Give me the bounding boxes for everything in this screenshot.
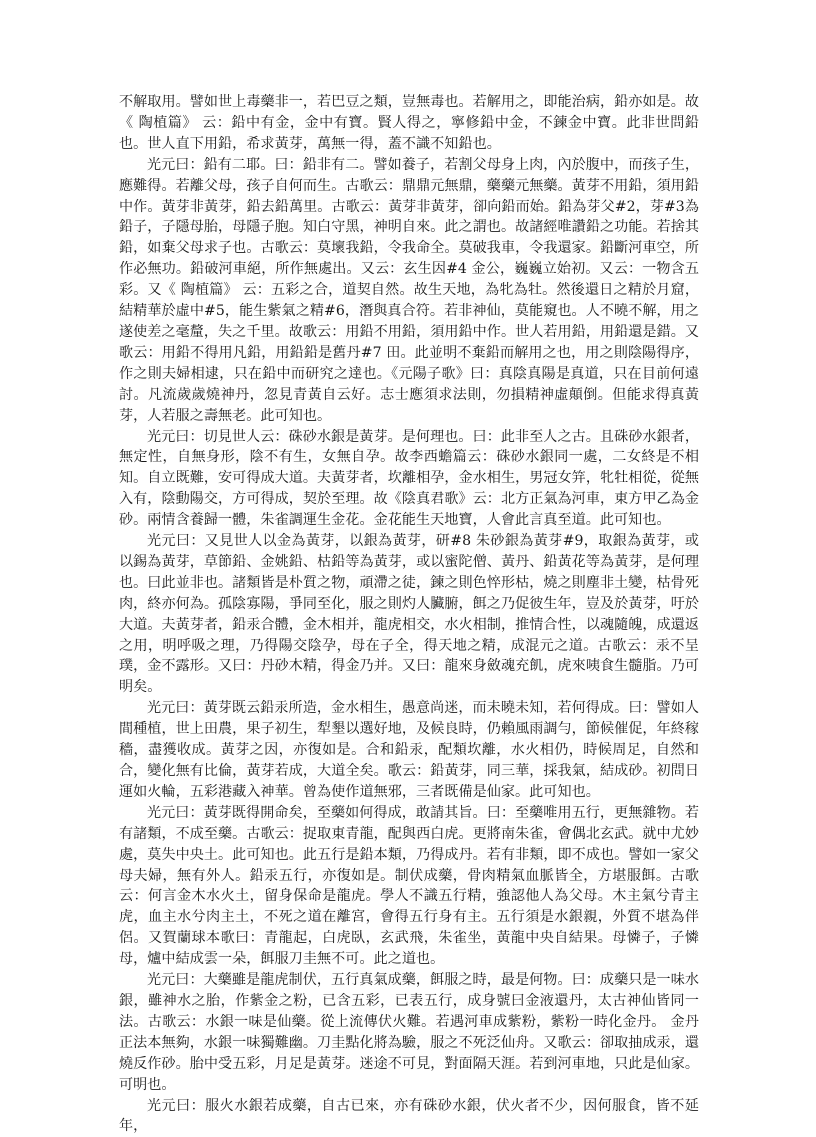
document-page bbox=[119, 92, 699, 1137]
paragraph-7: 光元曰：大藥雖是龍虎制伏，五行真氣成藥，餌服之時，最是何物。曰：成藥只是一味水銀，雖神水之胎，作紫金之粉，已含五彩，已表五行，成身號曰金液還丹，太古神仙皆同一法。古歌云：水銀一味是仙藥。從上流傳伏火難。若遇河車成紫粉，紫粉一時化金丹。 金丹正法本無夠，水銀一味獨難幽。刀圭點化將為驗，服之不死泛仙舟。又歌云：卻取抽成汞，還燒反作砂。胎中受五彩，月足是黃芽。迷途不可見，對面隔天涯。若到河車地，只此是仙家。可明也。 bbox=[119, 970, 699, 1095]
paragraph-4: 光元曰：又見世人以金為黃芽，以銀為黃芽，研#8 朱砂銀為黃芽#9，取銀為黃芽，或以錫為黃芽，草節鉛、金姚鉛、枯鉛等為黃芽，或以蜜陀僧、黃丹、鉛黃花等為黃芽，是何理也。曰此並非也。諸類皆是朴質之物，頑滯之徒，鍊之則色悴形枯，燒之則塵非土變，枯骨死肉，終亦何為。孤陰寡陽，爭同至化，服之則灼人臟腑，餌之乃促彼生年，豈及於黃芽，吁於大道。夫黃芽者，鉛汞合體，金木相并，龍虎相交，水火相制，推情合性，以魂隨魄，成還返之用，明呼吸之理，乃得陽交陰孕，母在子全，得天地之精，成混元之道。古歌云：汞不呈璞，金不露形。又曰：丹砂木精，得金乃并。又曰：龍來身斂魂充飢，虎來咦食生髓脂。乃可明矣。 bbox=[119, 531, 699, 698]
paragraph-3: 光元曰：切見世人云：硃砂水銀是黃芽。是何理也。曰：此非至人之古。且硃砂水銀者，無定性，自無身形，陰不有生，女無自孕。故李西蟾篇云：硃砂水銀同一處，二女終是不相知。自立既難，安可得成大道。夫黃芽者，坎離相孕，金水相生，男冠女笄，牝牡相從，從無入有，陰動陽交，方可得成，契於至理。故《陰真君歌》云：北方正氣為河車，東方甲乙為金砂。兩情含養歸一體，朱雀調運生金花。金花能生天地寶，人會此言真至道。此可知也。 bbox=[119, 427, 699, 532]
paragraph-1: 不解取用。譬如世上毒藥非一，若巴豆之類，豈無毒也。若解用之，即能治病，鉛亦如是。故《 陶植篇》 云：鉛中有金，金中有寶。賢人得之，寧修鉛中金，不鍊金中寶。此非世問鉛也。世人直下用鉛，希求黃芽，萬無一得，蓋不識不知鉛也。 bbox=[119, 92, 699, 155]
paragraph-8: 光元曰：服火水銀若成藥，自古已來，亦有硃砂水銀，伏火者不少，因何服食，皆不延年， bbox=[119, 1096, 699, 1137]
paragraph-2: 光元曰：鉛有二耶。曰：鉛非有二。譬如養子，若割父母身上肉，內於腹中，而孩子生，應難得。若離父母，孩子自何而生。古歌云：鼎鼎元無鼎，藥藥元無藥。黃芽不用鉛，須用鉛中作。黃芽非黃芽，鉛去鉛萬里。古歌云：黃芽非黃芽，卻向鉛而始。鉛為芽父#2，芽#3為鉛子，子隱母胎，母隱子胞。知白守黑，神明自來。此之謂也。故諸經唯讚鉛之功能。若捨其鉛，如棄父母求子也。古歌云：莫壞我鉛，令我命全。莫破我車，令我還家。鉛斷河車空，所作必無功。鉛破河車絕，所作無處出。又云：玄生因#4 金公，巍巍立始初。又云：一物含五彩。又《 陶植篇》 云：五彩之合，道契自然。故生天地，為牝為牡。然後還日之精於月窟，結精華於虛中#5，能生紫氣之精#6，潛與真合符。若非神仙，莫能窺也。人不曉不解，用之遂使差之毫釐，失之千里。故歌云：用鉛不用鉛，須用鉛中作。世人若用鉛，用鉛還是錯。又歌云：用鉛不得用凡鉛，用鉛鉛是舊丹#7 田。此並明不棄鉛而解用之也，用之則陰陽得序，作之則夫婦相逮，只在鉛中而研究之達也。《元陽子歌》曰：真陰真陽是真道，只在目前何遠討。凡流歲歲燒神丹，忽見青黃自云好。志士應須求法則，勿損精神虛顛倒。但能求得真黃芽，人若服之壽無老。此可知也。 bbox=[119, 155, 699, 427]
paragraph-5: 光元曰：黃芽既云鉛汞所造，金水相生，愚意尚迷，而未曉未知，若何得成。曰：譬如人間種植，世上田農，果子初生，犁墾以選好地，及候良時，仍賴風雨調勻，節候催促，年終稼穡，盡獲收成。黃芽之因，亦復如是。合和鉛汞，配類坎離，水火相仍，時候周足，自然和合，變化無有比倫，黃芽若成，大道全矣。歌云：鉛黃芽，同三華，採我氣，結成砂。初問日運如火輪，五彩港藏入神華。曾為使作道無邪，三者既備是仙家。此可知也。 bbox=[119, 698, 699, 803]
paragraph-6: 光元曰：黃芽既得開命矣，至藥如何得成，敢請其旨。曰：至藥唯用五行，更無雜物。若有諸類，不成至藥。古歌云：捉取東青龍，配與西白虎。更將南朱雀，會偶北玄武。就中尤妙處，莫失中央土。此可知也。此五行是鉛本類，乃得成丹。若有非類，即不成也。譬如一家父母夫婦，無有外人。鉛汞五行，亦復如是。制伏成藥，骨肉精氣血脈皆全，方堪服餌。古歌云：何言金木水火土，留身保命是龍虎。學人不識五行精，強認他人為父母。木主氣兮青主虎，血主水兮肉主土，不死之道在離宮，會得五行身有主。五行須是水銀親，外質不堪為伴侶。又賀蘭球本歌曰：青龍起，白虎臥，玄武飛，朱雀坐，黃龍中央自結果。母憐子，子憐母，爐中結成雲一朵，餌服刀圭無不可。此之道也。 bbox=[119, 803, 699, 970]
